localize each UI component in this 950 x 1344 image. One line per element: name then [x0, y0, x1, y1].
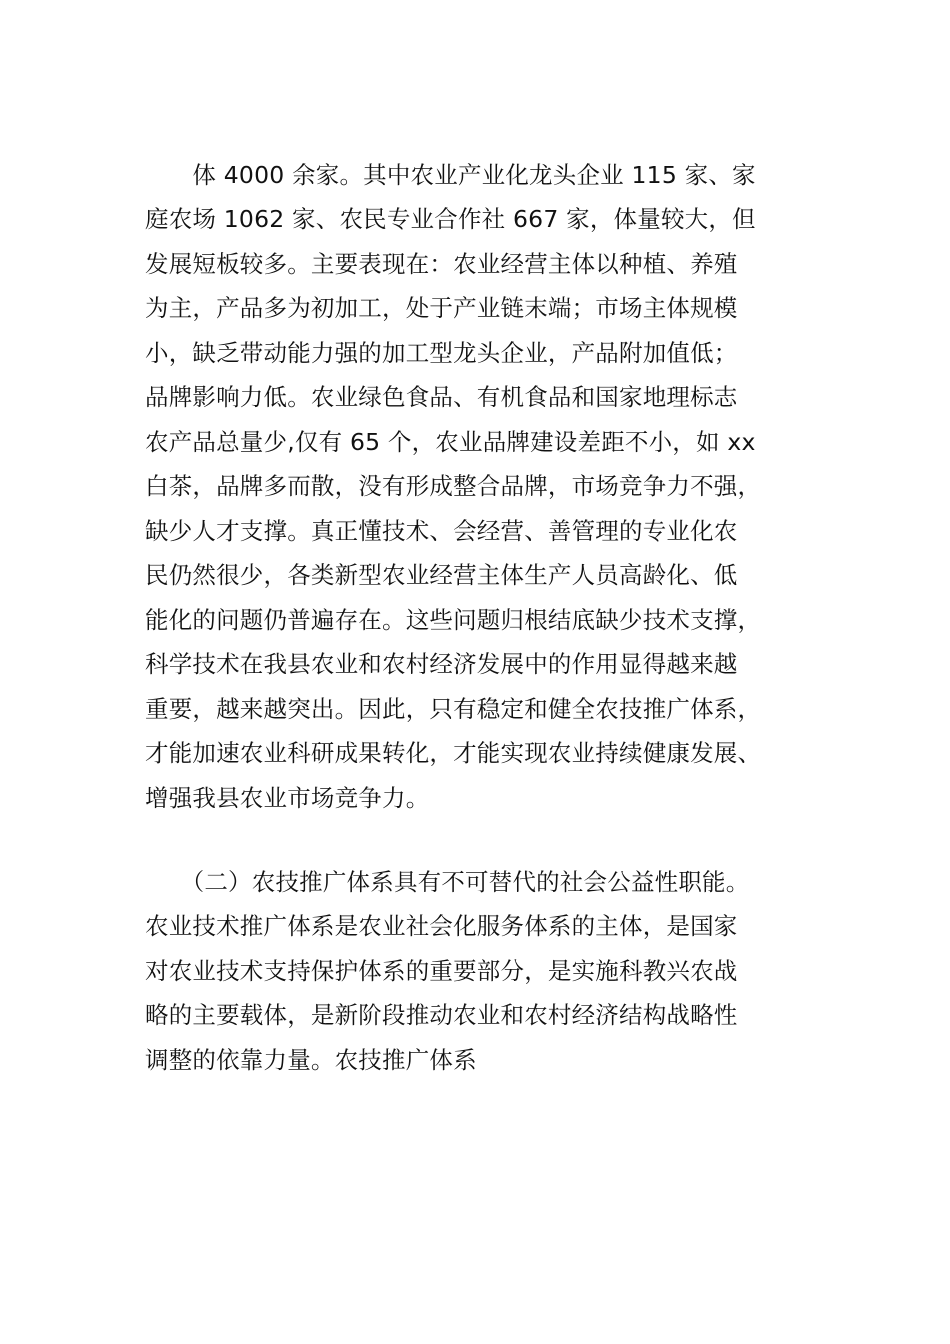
paragraph-1-line-9: 缺少人才支撑。真正懂技术、会经营、善管理的专业化农	[145, 517, 738, 545]
paragraph-2-line-4: 略的主要载体，是新阶段推动农业和农村经济结构战略性	[145, 1001, 738, 1029]
paragraph-1-line-11: 能化的问题仍普遍存在。这些问题归根结底缺少技术支撑，	[145, 606, 762, 634]
paragraph-2-line-5: 调整的依靠力量。农技推广体系	[145, 1046, 477, 1074]
paragraph-1-line-12: 科学技术在我县农业和农村经济发展中的作用显得越来越	[145, 650, 738, 678]
paragraph-1-line-7: 农产品总量少,仅有 65 个，农业品牌建设差距不小，如 xx	[145, 428, 756, 456]
paragraph-1-line-5: 小，缺乏带动能力强的加工型龙头企业，产品附加值低；	[145, 339, 738, 367]
paragraph-1-line-15: 增强我县农业市场竞争力。	[145, 784, 430, 812]
paragraph-2-line-2: 农业技术推广体系是农业社会化服务体系的主体，是国家	[145, 912, 738, 940]
paragraph-2-line-3: 对农业技术支持保护体系的重要部分，是实施科教兴农战	[145, 957, 738, 985]
paragraph-1-line-6: 品牌影响力低。农业绿色食品、有机食品和国家地理标志	[145, 383, 738, 411]
paragraph-1-line-14: 才能加速农业科研成果转化，才能实现农业持续健康发展、	[145, 739, 762, 767]
paragraph-1-line-4: 为主，产品多为初加工，处于产业链末端；市场主体规模	[145, 294, 738, 322]
paragraph-1-line-1: 体 4000 余家。其中农业产业化龙头企业 115 家、家	[145, 161, 756, 189]
paragraph-1-line-10: 民仍然很少，各类新型农业经营主体生产人员高龄化、低	[145, 561, 738, 589]
paragraph-1-line-8: 白茶，品牌多而散，没有形成整合品牌，市场竞争力不强，	[145, 472, 762, 500]
paragraph-1-line-13: 重要，越来越突出。因此，只有稳定和健全农技推广体系，	[145, 695, 762, 723]
paragraph-1-line-3: 发展短板较多。主要表现在：农业经营主体以种植、养殖	[145, 250, 738, 278]
paragraph-2-line-1: （二）农技推广体系具有不可替代的社会公益性职能。	[145, 868, 750, 896]
paragraph-1-line-2: 庭农场 1062 家、农民专业合作社 667 家，体量较大，但	[145, 205, 756, 233]
